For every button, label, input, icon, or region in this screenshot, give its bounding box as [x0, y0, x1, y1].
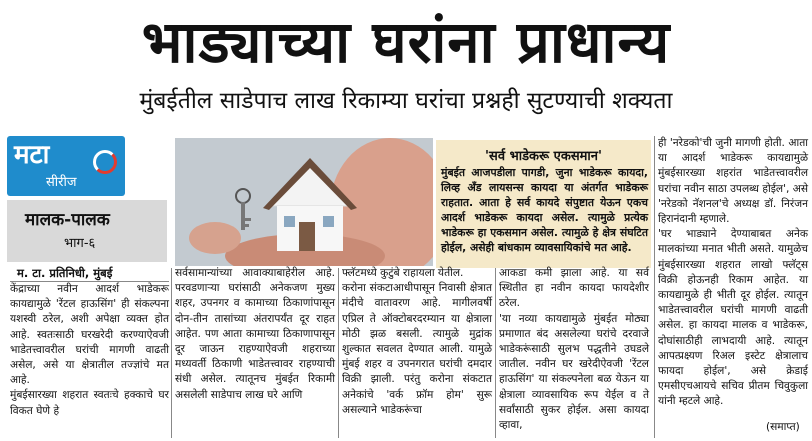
paragraph: मुंबईसारख्या शहरात स्वतःचे हक्काचे घर विकत घेणे हे	[10, 389, 169, 417]
paragraph: 'या नव्या कायद्यामुळे मुंबईत मोठ्या प्रमाणात बंद असलेल्या घरांचे दरवाजे भाडेकरूंसाठी सुलभ पद्धतीने उघडले जातील. नवीन घर खरेदीऐवजी 'रेंटल हाऊसिंग' या संकल्पनेला बळ येऊन या क्षेत्राला व्यावसायिक रूप येईल व ते सर्वांसाठी सुकर होईल. असा कायदा व्हावा,	[499, 312, 649, 432]
series-part: भाग-६	[64, 236, 96, 251]
logo-text: मटा	[14, 140, 50, 170]
article-column-4	[499, 266, 649, 433]
column-divider	[654, 136, 655, 438]
house-key-photo	[175, 138, 433, 266]
column-divider	[338, 268, 339, 438]
column-divider	[495, 268, 496, 438]
headline: भाड्याच्या घरांना प्राधान्य	[141, 8, 671, 76]
paragraph: करोना संकटाआधीपासून निवासी क्षेत्रात मंदीचे वातावरण आहे. मागीलवर्षी एप्रिल ते ऑक्टोबरदरम्यान या क्षेत्राला मोठी झळ बसली. त्यामुळे मुद्रांक शुल्कात सवलत देण्यात आली. यामुळे मुंबई शहर व उपनगरात घरांची दमदार विक्री झाली. परंतु करोना संकटात अनेकांचे 'वर्क फ्रॉम होम' सुरू असल्याने भाडेकरूंचा	[342, 282, 492, 416]
byline: म. टा. प्रतिनिधी, मुंबई	[17, 266, 113, 280]
article-column-3	[342, 266, 492, 418]
paragraph: ही 'नरेडको'ची जुनी मागणी होती. आता या आदर्श भाडेकरू कायद्यामुळे मुंबईसारख्या शहरांत भाडेतत्त्वावरील घरांचा नवीन साठा उपलब्ध होईल', असे 'नरेडको नॅशनल'चे अध्यक्ष डॉ. निरंजन हिरानंदानी म्हणाले.	[658, 137, 808, 226]
paragraph: 'घर भाड्याने देण्याबाबत अनेक मालकांच्या मनात भीती असते. यामुळेच मुंबईसारख्या शहरात लाखो फ्लॅट्स विक्री होऊनही रिकाम आहेत. या कायद्यामुळे ही भीती दूर होईल. त्यातून भाडेतत्त्वावरील घरांची मागणी वाढती असेल. हा कायदा मालक व भाडेकरू, दोघांसाठीही लाभदायी आहे. त्यातून आपत्प्रक्ष्यण रिअल इस्टेट क्षेत्रालाच फायदा होईल', असे क्रेडाई एमसीएचआयचे सचिव प्रीतम चिवुकुला यांनी म्हटले आहे.	[658, 228, 808, 408]
subheadline: मुंबईतील साडेपाच लाख रिकाम्या घरांचा प्रश्नही सुटण्याची शक्यता	[139, 88, 673, 114]
info-box-title: 'सर्व भाडेकरू एकसमान'	[485, 149, 602, 164]
series-title: मालक-पालक	[25, 210, 110, 230]
photo-illustration	[175, 138, 433, 266]
article-column-5	[658, 136, 808, 410]
article-end-mark: (समाप्त)	[766, 421, 800, 433]
paragraph: सर्वसामान्यांच्या आवाक्याबाहेरील आहे. परवडणाऱ्या घरांसाठी अनेकजण मुख्य शहर, उपनगर व कामाच्या ठिकाणांपासून दोन-तीन तासांच्या अंतरापर्यंत दूर राहत आहेत. पण आता कामाच्या ठिकाणापासून दूर जाऊन राहण्याऐवजी शहराच्या मध्यवर्ती ठिकाणी भाडेतत्त्वावर राहण्याची संधी असेल. त्यातूनच मुंबईत रिकामी असलेली साडेपाच लाख घरे आणि	[175, 267, 335, 401]
paragraph: केंद्राच्या नवीन आदर्श भाडेकरू कायद्यामुळे 'रेंटल हाऊसिंग' ही संकल्पना यशस्वी ठरेल, अशी अपेक्षा व्यक्त होत आहे. स्वतःसाठी घरखरेदी करण्याऐवजी भाडेतत्त्वावरील घरांची मागणी वाढती असेल, असे या क्षेत्रातील तज्ज्ञांचे मत आहे.	[10, 283, 169, 387]
article-column-2	[175, 266, 335, 403]
article-column-1	[10, 282, 169, 419]
paragraph: आकडा कमी झाला आहे. या सर्व स्थितीत हा नवीन कायदा फायदेशीर ठरेल.	[499, 267, 649, 310]
logo-ring-icon	[93, 150, 117, 174]
info-box-body: मुंबईत आजपडीला पागडी, जुना भाडेकरू कायदा, लिव्ह अँड लायसन्स कायदा या अंतर्गत भाडेकरू राहतात. आता हे सर्व कायदे संपुष्टात येऊन एकच आदर्श भाडेकरू कायदा असेल. त्यामुळे प्रत्येक भाडेकरू हा एकसमान असेल. त्यामुळे हे क्षेत्र संघटित होईल, असेही बांधकाम व्यावसायिकांचे मत आहे.	[441, 166, 648, 254]
paragraph: फ्लॅटमध्ये कुटुंबे राहायला येतील.	[342, 267, 464, 279]
column-divider	[171, 268, 172, 438]
logo-series-label: सीरीज	[46, 175, 77, 190]
